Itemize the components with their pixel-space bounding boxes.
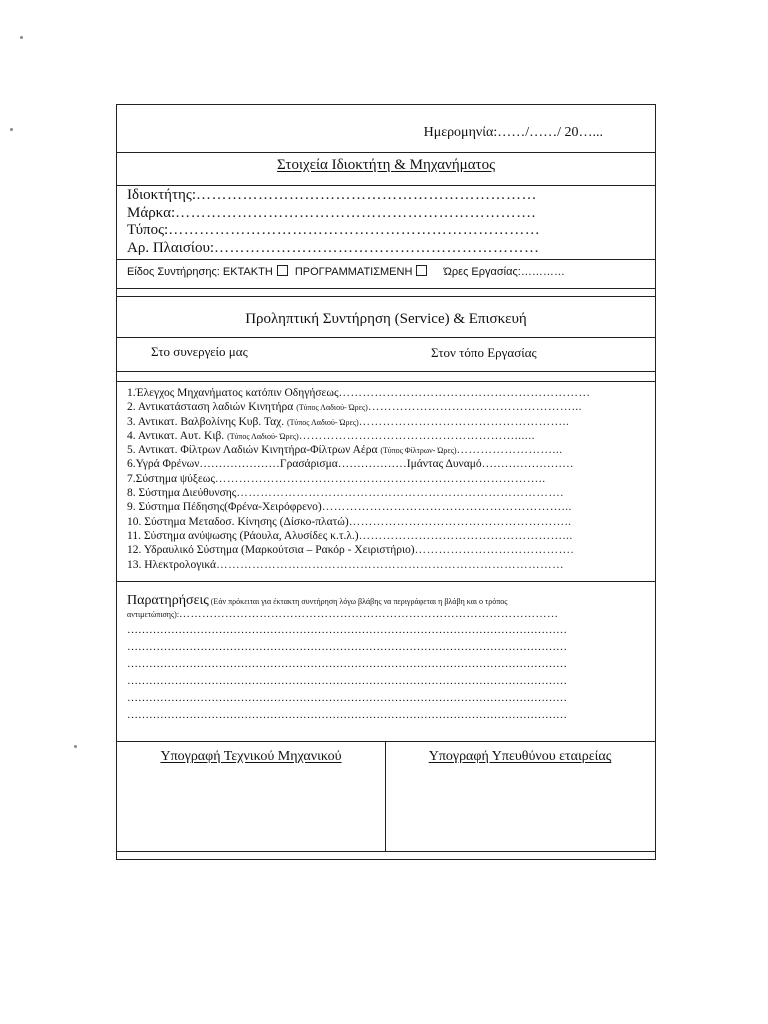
scheduled-option: ΠΡΟΓΡΑΜΜΑΤΙΣΜΕΝΗ xyxy=(294,266,413,278)
remarks-note: (Εάν πρόκειται για έκτακτη συντήρηση λόγω βλάβης να περιγράφεται η βλάβη και ο τρόπος αντιμετώπισης): xyxy=(127,597,508,619)
maintenance-type-label: Είδος Συντήρησης: xyxy=(127,266,220,278)
divider xyxy=(117,581,655,582)
checklist-item[interactable] xyxy=(127,516,651,530)
checklist-item-dots: ……………………………………………... xyxy=(367,401,582,414)
chassis-label: Αρ. Πλαισίου: xyxy=(127,239,215,256)
checklist-item-text: 8. Σύστημα Διεύθυνσης xyxy=(127,487,237,500)
checklist-item-text: 12. Υδραυλικό Σύστημα (Μαρκούτσια – Ρακόρ - Χειριστήριο) xyxy=(127,544,415,557)
checklist-item-note: (Τύπος Λαδιού- Ώρες) xyxy=(227,431,299,441)
checklist-item-dots: ………………………………………………………………………. xyxy=(236,487,564,500)
divider xyxy=(117,381,655,382)
scheduled-checkbox[interactable] xyxy=(416,265,427,276)
checklist-item[interactable] xyxy=(127,530,651,544)
signatures xyxy=(117,741,655,859)
checklist-item-dots: ……………………………………………………… xyxy=(338,387,591,399)
divider xyxy=(117,152,655,153)
checklist-item-text: 2. Αντικατάσταση λαδιών Κινητήρα xyxy=(127,401,294,414)
service-section-title: Προληπτική Συντήρηση (Service) & Επισκευή xyxy=(245,311,527,327)
remarks-label: Παρατηρήσεις xyxy=(127,593,209,608)
checklist-item-dots: …………………………………………………………………………… xyxy=(216,558,565,571)
owner-section-title: Στοιχεία Ιδιοκτήτη & Μηχανήματος xyxy=(276,157,496,173)
checklist-item[interactable] xyxy=(127,430,651,444)
maintenance-form xyxy=(116,104,656,860)
brand-dots: ……………………………………………………………. xyxy=(175,204,536,221)
checklist-item-text: 11. Σύστημα ανύψωσης (Ράουλα, Αλυσίδες κ.τ.λ.) xyxy=(127,529,359,542)
remarks-line[interactable]: ………………………………………………………………………………………………………… xyxy=(127,641,567,653)
checklist-item-dots: ……………………………………………... xyxy=(358,529,573,542)
engineer-signature-label[interactable]: Υπογραφή Τεχνικού Μηχανικού xyxy=(160,749,342,764)
checklist-item[interactable] xyxy=(127,501,651,515)
checklist-item[interactable] xyxy=(127,473,651,487)
location-site[interactable]: Στον τόπο Εργασίας xyxy=(431,345,537,360)
checklist-item-text: 9. Σύστημα Πέδησης(Φρένα-Χειρόφρενο) xyxy=(127,501,322,514)
divider xyxy=(117,185,655,186)
checklist-item-dots: …………………………………. xyxy=(414,544,574,557)
divider xyxy=(117,851,655,852)
scan-speck xyxy=(74,745,77,748)
owner-field[interactable] xyxy=(127,187,647,205)
divider xyxy=(117,296,655,297)
checklist-item-note: (Τύπος Λαδιού- Ώρες) xyxy=(287,417,359,427)
emergency-checkbox[interactable] xyxy=(277,265,288,276)
work-hours-field[interactable]: Ώρες Εργασίας:………… xyxy=(443,266,565,278)
checklist-item-text: 6.Υγρά Φρένων…………………Γρασάρισμα………………Ιμάντας Δυναμό…………………… xyxy=(127,458,574,471)
checklist-item-text: 3. Αντικατ. Βαλβολίνης Κυβ. Ταχ. xyxy=(127,415,285,428)
checklist-item-text: 5. Αντικατ. Φίλτρων Λαδιών Κινητήρα-Φίλτρων Αέρα xyxy=(127,444,378,457)
owner-fields xyxy=(127,187,647,257)
remarks-block xyxy=(127,594,651,726)
checklist-item[interactable] xyxy=(127,487,651,501)
company-signature-label[interactable]: Υπογραφή Υπευθύνου εταιρείας xyxy=(428,749,612,764)
brand-field[interactable] xyxy=(127,205,647,223)
checklist-item-text: 1.Έλεγχος Μηχανήματος κατόπιν Οδηγήσεως xyxy=(127,387,339,399)
remarks-dots: ……………………………………………………………………………………… xyxy=(179,608,559,620)
owner-dots: ………………………………………………………… xyxy=(196,187,538,203)
checklist-item[interactable] xyxy=(127,387,651,401)
scan-speck xyxy=(10,128,13,131)
remarks-line[interactable]: ………………………………………………………………………………………………………… xyxy=(127,675,567,687)
chassis-field[interactable] xyxy=(127,240,647,258)
checklist-item[interactable] xyxy=(127,444,651,458)
chassis-dots: ……………………………………………………… xyxy=(214,239,540,256)
checklist-item[interactable] xyxy=(127,458,651,472)
brand-label: Μάρκα: xyxy=(127,204,176,221)
checklist-item-note: (Τύπος Λαδιού- Ώρες) xyxy=(296,403,368,413)
checklist-item-note: (Τύπος Φίλτρων- Ώρες) xyxy=(380,446,457,456)
checklist-item-text: 10. Σύστημα Μεταδοσ. Κίνησης (Δίσκο-πλατώ) xyxy=(127,515,349,528)
location-workshop[interactable]: Στο συνεργείο μας xyxy=(151,344,248,359)
remarks-line[interactable]: ………………………………………………………………………………………………………… xyxy=(127,692,567,704)
scan-speck xyxy=(20,36,23,39)
checklist-item-dots: ……………………... xyxy=(456,444,563,457)
owner-label: Ιδιοκτήτης: xyxy=(127,187,197,203)
checklist-item-text: 7.Σύστημα ψύξεως xyxy=(127,472,215,485)
type-dots: ……………………………………………………………… xyxy=(168,222,541,238)
checklist-item[interactable] xyxy=(127,544,651,558)
divider xyxy=(117,337,655,338)
checklist-item-dots: ……………………………………………….. xyxy=(348,515,572,528)
remarks-line[interactable]: ………………………………………………………………………………………………………… xyxy=(127,658,567,670)
checklist-item-text: 4. Αντικατ. Αυτ. Κιβ. xyxy=(127,429,225,442)
remarks-line[interactable]: ………………………………………………………………………………………………………… xyxy=(127,624,567,636)
remarks-line[interactable]: ………………………………………………………………………………………………………… xyxy=(127,709,567,721)
checklist-item-dots: …………………………………………….. xyxy=(358,415,570,428)
checklist-item[interactable] xyxy=(127,416,651,430)
checklist-item[interactable] xyxy=(127,559,651,573)
type-label: Τύπος: xyxy=(127,222,169,238)
type-field[interactable] xyxy=(127,222,647,240)
checklist-item-dots: ……………………………………………………………………….. xyxy=(214,472,546,485)
checklist xyxy=(127,387,651,573)
checklist-item-dots: ……………………………………………………... xyxy=(321,501,572,514)
divider xyxy=(117,259,655,260)
divider xyxy=(117,371,655,372)
maintenance-type-row xyxy=(127,265,565,278)
checklist-item[interactable] xyxy=(127,401,651,415)
checklist-item-text: 13. Ηλεκτρολογικά xyxy=(127,558,217,571)
checklist-item-dots: ………………………………………………...... xyxy=(298,429,535,442)
emergency-option: ΕΚΤΑΚΤΗ xyxy=(222,266,273,278)
divider xyxy=(117,288,655,289)
date-line[interactable]: Ημερομηνία:……/……/ 20…... xyxy=(423,125,603,140)
